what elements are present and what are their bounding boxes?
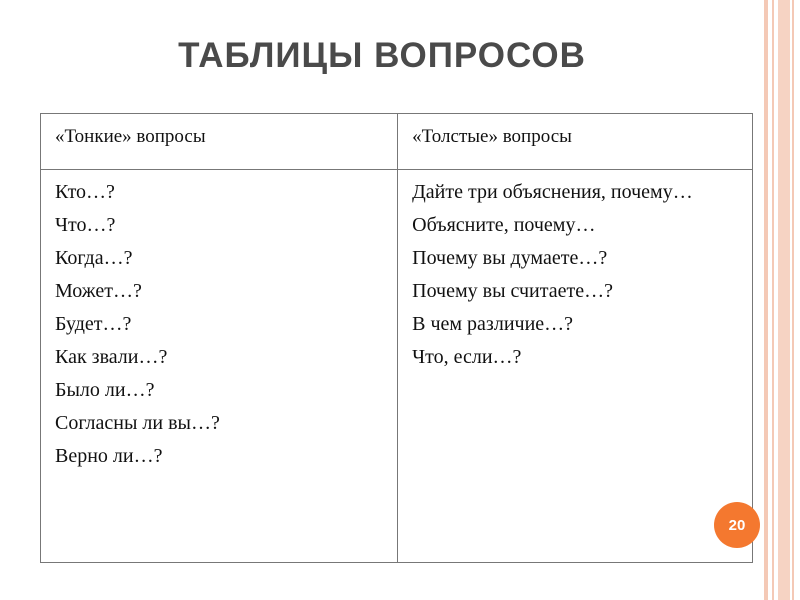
thin-question-item: Может…? <box>55 280 142 302</box>
thin-question-item: Как звали…? <box>55 346 168 368</box>
thick-question-item: Почему вы считаете…? <box>412 280 613 302</box>
thin-question-item: Что…? <box>55 214 116 236</box>
decorative-stripe <box>772 0 774 600</box>
decorative-stripe <box>792 0 794 600</box>
questions-table <box>40 113 753 563</box>
thick-questions-cell <box>398 170 753 563</box>
thin-question-item: Согласны ли вы…? <box>55 412 220 434</box>
thick-question-item: Почему вы думаете…? <box>412 247 608 269</box>
thin-question-item: Когда…? <box>55 247 133 269</box>
table-header-row <box>41 114 753 170</box>
table-body-row <box>41 170 753 563</box>
thin-question-item: Будет…? <box>55 313 132 335</box>
thin-questions-cell <box>41 170 398 563</box>
thick-question-item: Дайте три объяснения, почему… <box>412 181 693 203</box>
thin-question-item: Было ли…? <box>55 379 155 401</box>
thick-question-item: В чем различие…? <box>412 313 574 335</box>
header-thin-questions: «Тонкие» вопросы <box>41 114 398 170</box>
decorative-stripe <box>778 0 790 600</box>
thick-question-item: Что, если…? <box>412 346 522 368</box>
decorative-stripe <box>764 0 768 600</box>
thick-question-item: Объясните, почему… <box>412 214 596 236</box>
thin-question-item: Верно ли…? <box>55 445 163 467</box>
page-number-badge: 20 <box>714 502 760 548</box>
header-thick-questions: «Толстые» вопросы <box>398 114 753 170</box>
thin-question-item: Кто…? <box>55 181 115 203</box>
slide-title: ТАБЛИЦЫ ВОПРОСОВ <box>178 36 586 75</box>
